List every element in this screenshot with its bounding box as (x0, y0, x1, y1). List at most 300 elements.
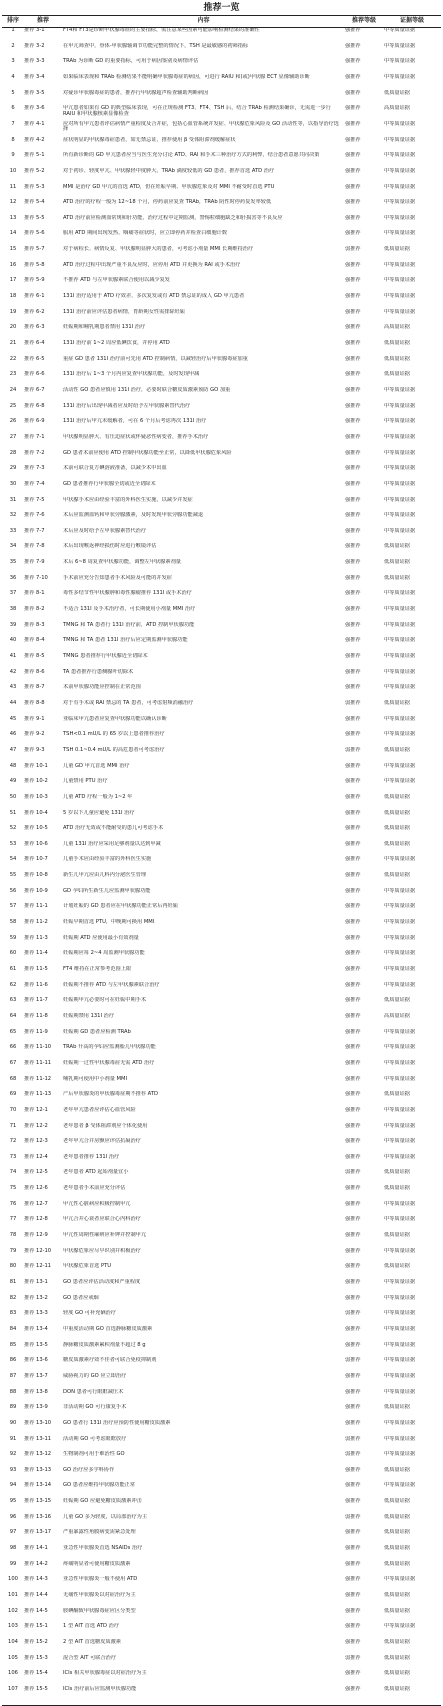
cell-recommendation-grade: 强推荐 (345, 966, 361, 972)
cell-recommendation-grade: 强推荐 (345, 1263, 361, 1270)
cell-content: MMI 是治疗 GD 甲亢的首选 ATD，但在妊娠早期、甲状腺危象及对 MMI 不耐受时首选 PTU (63, 183, 275, 190)
cell-content: 甲亢合并心衰者应联合心内科治疗 (63, 1216, 141, 1223)
cell-recommendation-grade: 强推荐 (345, 355, 361, 362)
cell-content: 131I 治疗适用于 ATD 疗效差、多次复发或有 ATD 禁忌证的成人 GD 甲亢患者 (63, 293, 245, 300)
cell-recommendation: 推荐 12-3 (24, 1138, 48, 1145)
cell-evidence-grade: 中等质量证据 (384, 762, 416, 769)
cell-recommendation: 推荐 14-4 (24, 1592, 48, 1598)
cell-content: 妊娠期和哺乳期患者禁用 131I 治疗 (63, 324, 146, 331)
cell-content: 131I 治疗前应评估患者病情，育龄期女性需排除妊娠 (63, 308, 186, 315)
cell-evidence-grade: 中等质量证据 (384, 42, 416, 49)
cell-recommendation: 推荐 8-7 (24, 684, 45, 691)
cell-rank: 92 (9, 1451, 17, 1458)
header-recommendation-grade: 推荐等级 (351, 17, 376, 24)
cell-recommendation: 推荐 14-3 (24, 1576, 48, 1583)
cell-evidence-grade: 中等质量证据 (384, 637, 416, 644)
cell-evidence-grade: 低质量证据 (384, 825, 410, 832)
cell-evidence-grade: 中等质量证据 (384, 1576, 416, 1583)
cell-rank: 75 (9, 1185, 17, 1192)
cell-content: 妊娠期不推荐 ATD 与左甲状腺素联合治疗 (63, 981, 160, 988)
cell-recommendation: 推荐 15-5 (24, 1685, 48, 1692)
table-row (2, 215, 441, 231)
cell-rank: 38 (9, 606, 17, 613)
cell-recommendation-grade: 强推荐 (345, 731, 361, 738)
cell-recommendation-grade: 强推荐 (345, 1247, 361, 1254)
cell-evidence-grade: 中等质量证据 (384, 950, 416, 957)
cell-rank: 90 (9, 1419, 17, 1426)
cell-evidence-grade: 低质量证据 (384, 574, 410, 581)
table-row (2, 669, 441, 685)
cell-evidence-grade: 中等质量证据 (384, 903, 416, 910)
cell-content: 5 岁以下儿童应避免 131I 治疗 (63, 809, 135, 816)
cell-recommendation-grade: 强推荐 (345, 230, 361, 237)
cell-recommendation: 推荐 14-2 (24, 1560, 48, 1567)
cell-recommendation-grade: 弱推荐 (345, 1654, 361, 1661)
cell-rank: 61 (9, 966, 17, 972)
cell-evidence-grade: 中等质量证据 (384, 1325, 416, 1332)
cell-evidence-grade: 中等质量证据 (384, 199, 416, 206)
cell-recommendation-grade: 弱推荐 (345, 246, 361, 253)
cell-content: 甲亢患者如果有 GD 的典型临床表现，可在正规检测 FT3、FT4、TSH 后，结合 TRAb 检测结果确诊，无需进一步行 RAIU 和甲状腺核素显像检查 (63, 105, 331, 117)
cell-rank: 35 (9, 559, 17, 566)
cell-recommendation: 推荐 13-8 (24, 1388, 48, 1395)
cell-content: 老年甲亢合并房颤应评估抗凝治疗 (63, 1138, 141, 1145)
cell-evidence-grade: 中等质量证据 (384, 981, 416, 988)
cell-evidence-grade: 中等质量证据 (384, 1310, 416, 1317)
cell-recommendation-grade: 强推荐 (345, 58, 361, 65)
cell-rank: 23 (9, 371, 17, 378)
cell-recommendation-grade: 强推荐 (345, 1466, 361, 1473)
table-row (2, 1467, 441, 1483)
cell-content: 妊娠期禁用 131I 治疗 (63, 1012, 115, 1019)
cell-content: GD 孕妇所生新生儿应监测甲状腺功能 (63, 887, 151, 894)
cell-content: 妊娠期 GO 应避免糖皮质激素冲击 (63, 1498, 142, 1505)
cell-recommendation: 推荐 13-12 (24, 1451, 52, 1458)
cell-recommendation-grade: 强推荐 (345, 1091, 361, 1098)
cell-recommendation-grade: 强推荐 (345, 167, 361, 174)
cell-rank: 83 (9, 1310, 17, 1317)
cell-rank: 29 (9, 465, 17, 472)
cell-content: 活动性 GO 患者应慎用 131I 治疗，必要时联合糖皮质激素预防 GO 加重 (63, 386, 231, 393)
table-row (2, 1029, 441, 1045)
cell-rank: 25 (9, 402, 17, 409)
table-row (2, 1561, 441, 1577)
cell-content: 甲亢性周期性麻痹应补钾并控制甲亢 (63, 1232, 147, 1239)
table-row (2, 450, 441, 466)
cell-evidence-grade: 中等质量证据 (384, 1451, 416, 1458)
cell-recommendation: 推荐 5-7 (24, 246, 45, 253)
cell-content: 亚临床甲亢患者应复查甲状腺功能以确认诊断 (63, 715, 167, 722)
cell-recommendation: 推荐 5-3 (24, 183, 45, 190)
cell-recommendation: 推荐 10-6 (24, 840, 48, 847)
cell-evidence-grade: 中等质量证据 (384, 653, 416, 659)
cell-recommendation: 推荐 5-4 (24, 199, 45, 206)
cell-recommendation-grade: 强推荐 (345, 1028, 361, 1035)
cell-rank: 67 (9, 1059, 17, 1066)
cell-evidence-grade: 中等质量证据 (384, 1106, 416, 1113)
cell-recommendation-grade: 强推荐 (345, 386, 361, 393)
table-row (2, 590, 441, 606)
table-row (2, 1185, 441, 1201)
cell-recommendation-grade: 强推荐 (345, 214, 361, 221)
table-row (2, 90, 441, 106)
cell-rank: 21 (9, 340, 17, 346)
cell-content: GD 患者术前应使用 ATD 控制甲状腺功能至正常，以降低甲状腺危象风险 (63, 449, 232, 456)
table-row (2, 622, 441, 638)
cell-recommendation: 推荐 10-9 (24, 887, 48, 894)
cell-rank: 41 (9, 653, 17, 659)
cell-content: 手术前应充分告知患者手术风险及可能的并发症 (63, 574, 172, 581)
table-row (2, 1623, 441, 1639)
cell-recommendation-grade: 强推荐 (345, 261, 361, 268)
cell-evidence-grade: 低质量证据 (384, 559, 410, 566)
cell-recommendation: 推荐 7-10 (24, 574, 48, 581)
table-row (2, 418, 441, 434)
cell-recommendation: 推荐 3-5 (24, 89, 45, 96)
cell-rank: 68 (9, 1075, 17, 1082)
cell-recommendation: 推荐 12-4 (24, 1153, 48, 1160)
cell-recommendation: 推荐 11-4 (24, 950, 48, 957)
cell-recommendation-grade: 弱推荐 (345, 746, 361, 753)
table-row (2, 1420, 441, 1436)
cell-recommendation: 推荐 6-3 (24, 324, 45, 331)
cell-content: 甲亢性心脏病应积极控制甲亢 (63, 1200, 131, 1207)
cell-recommendation: 推荐 3-1 (24, 27, 45, 33)
cell-evidence-grade: 中等质量证据 (384, 1028, 416, 1035)
table-row (2, 997, 441, 1013)
cell-evidence-grade: 中等质量证据 (384, 152, 416, 159)
cell-recommendation: 推荐 15-2 (24, 1638, 48, 1645)
cell-rank: 70 (9, 1106, 17, 1113)
cell-rank: 55 (9, 872, 17, 879)
cell-content: 疼痛明显者可使用糖皮质激素 (63, 1560, 131, 1567)
table-row (2, 512, 441, 528)
cell-recommendation-grade: 强推荐 (345, 433, 361, 440)
cell-rank: 59 (9, 934, 17, 941)
cell-recommendation-grade: 强推荐 (345, 1122, 361, 1129)
cell-recommendation: 推荐 12-10 (24, 1247, 52, 1254)
cell-content: 非活动期 GO 可行康复手术 (63, 1404, 127, 1411)
cell-recommendation-grade: 强推荐 (345, 1638, 361, 1645)
table-row (2, 137, 441, 153)
cell-rank: 7 (11, 120, 15, 127)
cell-evidence-grade: 中等质量证据 (384, 1247, 416, 1254)
cell-rank: 85 (9, 1341, 17, 1348)
cell-content: GO 患者应维持甲状腺功能正常 (63, 1482, 136, 1489)
cell-evidence-grade: 低质量证据 (384, 1529, 410, 1536)
cell-evidence-grade: 中等质量证据 (384, 496, 416, 503)
table-row (2, 606, 441, 622)
cell-evidence-grade: 低质量证据 (384, 1498, 410, 1505)
table-row (2, 168, 441, 184)
cell-recommendation-grade: 强推荐 (345, 1200, 361, 1207)
cell-recommendation-grade: 强推荐 (345, 872, 361, 879)
cell-recommendation-grade: 强推荐 (345, 919, 361, 926)
table-row (2, 1216, 441, 1232)
cell-recommendation: 推荐 5-5 (24, 214, 45, 221)
cell-evidence-grade: 中等质量证据 (384, 293, 416, 300)
cell-evidence-grade: 高质量证据 (384, 1012, 410, 1019)
cell-recommendation-grade: 强推荐 (345, 1372, 361, 1379)
cell-rank: 65 (9, 1028, 17, 1035)
cell-recommendation-grade: 强推荐 (345, 653, 361, 659)
cell-evidence-grade: 高质量证据 (384, 324, 410, 331)
cell-recommendation: 推荐 10-7 (24, 856, 48, 863)
cell-recommendation: 推荐 13-11 (24, 1435, 52, 1442)
table-row (2, 543, 441, 559)
cell-rank: 84 (9, 1325, 17, 1332)
cell-recommendation: 推荐 4-2 (24, 136, 45, 143)
table-row (2, 919, 441, 935)
table-row (2, 1639, 441, 1655)
cell-rank: 107 (8, 1685, 18, 1692)
cell-recommendation-grade: 强推荐 (345, 1106, 361, 1113)
cell-recommendation: 推荐 5-2 (24, 167, 45, 174)
cell-content: 亚急性甲状腺炎首选 NSAIDs 治疗 (63, 1545, 143, 1552)
cell-recommendation: 推荐 5-6 (24, 230, 45, 237)
cell-rank: 14 (9, 230, 17, 237)
cell-recommendation: 推荐 10-4 (24, 809, 48, 816)
cell-recommendation: 推荐 7-8 (24, 543, 45, 550)
cell-rank: 88 (9, 1388, 17, 1395)
cell-evidence-grade: 中等质量证据 (384, 856, 416, 863)
table-row (2, 888, 441, 904)
table-row (2, 324, 441, 340)
table-row (2, 684, 441, 700)
recommendation-table (2, 15, 441, 1706)
cell-content: 活动期 GO 可考虑眼眶放疗 (63, 1435, 127, 1442)
cell-recommendation: 推荐 5-9 (24, 277, 45, 284)
cell-content: TSH 0.1~0.4 mU/L 的高危患者可考虑治疗 (63, 746, 165, 753)
cell-recommendation: 推荐 12-8 (24, 1216, 48, 1223)
cell-recommendation-grade: 强推荐 (345, 1685, 361, 1692)
table-row (2, 1592, 441, 1608)
cell-rank: 15 (9, 246, 17, 253)
cell-rank: 16 (9, 261, 17, 268)
table-row (2, 1670, 441, 1686)
cell-content: 老年甲亢患者应评估心血管风险 (63, 1106, 136, 1113)
cell-recommendation: 推荐 6-6 (24, 371, 45, 378)
cell-evidence-grade: 中等质量证据 (384, 966, 416, 972)
cell-rank: 96 (9, 1513, 17, 1520)
cell-rank: 77 (9, 1216, 17, 1223)
table-row (2, 43, 441, 59)
cell-content: 儿童手术应由经验丰富的外科医生实施 (63, 856, 152, 863)
table-row (2, 825, 441, 841)
cell-recommendation-grade: 强推荐 (345, 1529, 361, 1536)
table-row (2, 465, 441, 481)
cell-recommendation: 推荐 12-2 (24, 1122, 48, 1129)
table-row (2, 340, 441, 356)
cell-recommendation-grade: 强推荐 (345, 120, 361, 127)
table-row (2, 1529, 441, 1545)
cell-rank: 104 (8, 1638, 18, 1645)
cell-evidence-grade: 中等质量证据 (384, 386, 416, 393)
cell-rank: 64 (9, 1012, 17, 1019)
cell-recommendation-grade: 强推荐 (345, 1325, 361, 1332)
cell-evidence-grade: 低质量证据 (384, 355, 410, 362)
table-row (2, 1514, 441, 1530)
cell-recommendation: 推荐 13-7 (24, 1372, 48, 1379)
cell-recommendation: 推荐 10-8 (24, 872, 48, 879)
cell-rank: 1 (11, 27, 15, 33)
cell-rank: 27 (9, 433, 17, 440)
table-row (2, 1295, 441, 1311)
header-evidence-grade: 证据等级 (399, 17, 424, 24)
cell-content: 轻度 GO 可补充硒治疗 (63, 1310, 116, 1317)
table-row (2, 575, 441, 591)
cell-evidence-grade: 低质量证据 (384, 997, 410, 1004)
cell-rank: 87 (9, 1372, 17, 1379)
cell-evidence-grade: 中等质量证据 (384, 1200, 416, 1207)
cell-evidence-grade: 低质量证据 (384, 1670, 410, 1677)
cell-rank: 2 (11, 42, 15, 49)
cell-recommendation: 推荐 10-3 (24, 793, 48, 800)
cell-evidence-grade: 低质量证据 (384, 840, 410, 847)
cell-recommendation: 推荐 7-9 (24, 559, 45, 566)
cell-recommendation-grade: 强推荐 (345, 840, 361, 847)
cell-recommendation-grade: 强推荐 (345, 637, 361, 644)
cell-evidence-grade: 低质量证据 (384, 699, 410, 706)
cell-content: 对疑诊甲状腺毒症的患者，推荐行甲状腺超声检查辅助判断病因 (63, 89, 209, 96)
table-row (2, 1044, 441, 1060)
cell-evidence-grade: 中等质量证据 (384, 73, 416, 80)
cell-evidence-grade: 中等质量证据 (384, 1341, 416, 1348)
cell-recommendation-grade: 强推荐 (345, 340, 361, 346)
cell-rank: 47 (9, 746, 17, 753)
cell-rank: 17 (9, 277, 17, 284)
cell-evidence-grade: 中等质量证据 (384, 731, 416, 738)
cell-content: 胺碘酮致甲状腺毒症应区分类型 (63, 1607, 136, 1614)
cell-evidence-grade: 中等质量证据 (384, 1372, 416, 1379)
cell-rank: 8 (11, 136, 15, 143)
cell-recommendation-grade: 强推荐 (345, 73, 361, 80)
cell-evidence-grade: 低质量证据 (384, 793, 410, 800)
cell-recommendation-grade: 强推荐 (345, 496, 361, 503)
table-row (2, 27, 441, 43)
cell-recommendation-grade: 强推荐 (345, 1138, 361, 1145)
cell-content: GD 患者推荐行甲状腺全切或近全切除术 (63, 480, 156, 487)
table-row (2, 74, 441, 90)
cell-recommendation: 推荐 6-9 (24, 418, 45, 425)
cell-rank: 28 (9, 449, 17, 456)
cell-rank: 89 (9, 1404, 17, 1411)
cell-content: ATD 治疗前应检测血常规和肝功能，治疗过程中定期监测，警惕粒细胞缺乏和肝损害等不良反应 (63, 214, 283, 221)
cell-recommendation: 推荐 8-4 (24, 637, 45, 644)
cell-evidence-grade: 中等质量证据 (384, 480, 416, 487)
header-content: 内容 (197, 17, 210, 24)
cell-rank: 106 (8, 1670, 18, 1677)
table-row (2, 653, 441, 669)
header-rank: 排序 (6, 17, 19, 24)
cell-rank: 30 (9, 480, 17, 487)
cell-recommendation: 推荐 13-9 (24, 1404, 48, 1411)
cell-content: TMNG 和 TA 患者 131I 治疗后应定期监测甲状腺功能 (63, 637, 188, 644)
cell-evidence-grade: 低质量证据 (384, 1263, 410, 1270)
cell-evidence-grade: 低质量证据 (384, 872, 410, 879)
cell-recommendation: 推荐 13-1 (24, 1279, 48, 1285)
cell-recommendation: 推荐 7-5 (24, 496, 45, 503)
cell-recommendation-grade: 强推荐 (345, 136, 361, 143)
cell-recommendation-grade: 弱推荐 (345, 1310, 361, 1317)
cell-recommendation: 推荐 11-10 (24, 1044, 52, 1051)
cell-rank: 98 (9, 1545, 17, 1552)
table-row (2, 230, 441, 246)
cell-content: 计划妊娠的 GD 患者应在甲状腺功能正常后再妊娠 (63, 903, 179, 910)
cell-recommendation-grade: 强推荐 (345, 684, 361, 691)
cell-evidence-grade: 中等质量证据 (384, 277, 416, 284)
cell-content: 在甲亢筛查中，垂体-甲状腺轴调节功能完整的情况下，TSH 是最敏感的初筛指标 (63, 42, 249, 49)
cell-evidence-grade: 中等质量证据 (384, 934, 416, 941)
cell-recommendation-grade: 弱推荐 (345, 1435, 361, 1442)
cell-recommendation-grade: 强推荐 (345, 1576, 361, 1583)
cell-evidence-grade: 中等质量证据 (384, 308, 416, 315)
table-row (2, 1169, 441, 1185)
cell-content: TMNG 患者推荐行甲状腺近全切除术 (63, 653, 148, 659)
cell-content: 术后应监测血钙和甲状旁腺激素，及时发现甲状旁腺功能减退 (63, 512, 204, 519)
cell-recommendation-grade: 强推荐 (345, 42, 361, 49)
cell-rank: 80 (9, 1263, 17, 1270)
cell-evidence-grade: 中等质量证据 (384, 402, 416, 409)
cell-rank: 24 (9, 386, 17, 393)
cell-evidence-grade: 低质量证据 (384, 1232, 410, 1239)
table-row (2, 903, 441, 919)
cell-content: 儿童 GD 甲亢首选 MMI 治疗 (63, 762, 130, 769)
cell-recommendation: 推荐 7-7 (24, 527, 45, 534)
cell-evidence-grade: 低质量证据 (384, 340, 410, 346)
cell-content: TRAb 升高的孕妇应监测胎儿甲状腺功能 (63, 1044, 156, 1051)
cell-evidence-grade: 低质量证据 (384, 1654, 410, 1661)
cell-evidence-grade: 中等质量证据 (384, 1216, 416, 1223)
cell-evidence-grade: 中等质量证据 (384, 512, 416, 519)
table-row (2, 371, 441, 387)
cell-content: 老年患者推荐 131I 治疗 (63, 1153, 120, 1160)
cell-recommendation-grade: 强推荐 (345, 981, 361, 988)
cell-rank: 49 (9, 778, 17, 785)
cell-rank: 19 (9, 308, 17, 315)
cell-content: 儿童 131I 治疗应采用足够剂量以达到甲减 (63, 840, 161, 847)
cell-rank: 79 (9, 1247, 17, 1254)
cell-rank: 34 (9, 543, 17, 550)
cell-evidence-grade: 低质量证据 (384, 246, 410, 253)
cell-recommendation: 推荐 13-17 (24, 1529, 52, 1536)
cell-recommendation: 推荐 11-2 (24, 919, 48, 926)
cell-recommendation: 推荐 11-11 (24, 1059, 52, 1066)
cell-recommendation: 推荐 7-3 (24, 465, 45, 472)
cell-rank: 52 (9, 825, 17, 832)
cell-recommendation: 推荐 12-7 (24, 1200, 48, 1207)
cell-recommendation: 推荐 8-3 (24, 621, 45, 628)
cell-rank: 103 (8, 1623, 18, 1630)
cell-evidence-grade: 中等质量证据 (384, 120, 416, 127)
cell-recommendation-grade: 强推荐 (345, 1482, 361, 1489)
cell-content: 131I 治疗后 1~3 个月内应复查甲状腺功能，及时发现甲减 (63, 371, 200, 378)
cell-content: 术后出现喉返神经损伤时应进行喉镜评估 (63, 543, 157, 550)
cell-content: ATD 治疗过程中出现严重不良反应时，应停用 ATD 并更换为 RAI 或手术治疗 (63, 261, 241, 268)
cell-recommendation-grade: 强推荐 (345, 1545, 361, 1552)
table-row (2, 794, 441, 810)
cell-rank: 105 (8, 1654, 18, 1661)
cell-evidence-grade: 中等质量证据 (384, 606, 416, 613)
table-row (2, 293, 441, 309)
cell-content: GO 患者应评估活动度和严重程度 (63, 1279, 141, 1285)
cell-recommendation-grade: 强推荐 (345, 762, 361, 769)
cell-evidence-grade: 低质量证据 (384, 1638, 410, 1645)
cell-recommendation: 推荐 13-10 (24, 1419, 52, 1426)
cell-recommendation-grade: 强推荐 (345, 402, 361, 409)
cell-recommendation: 推荐 13-2 (24, 1294, 48, 1301)
table-row (2, 1342, 441, 1358)
